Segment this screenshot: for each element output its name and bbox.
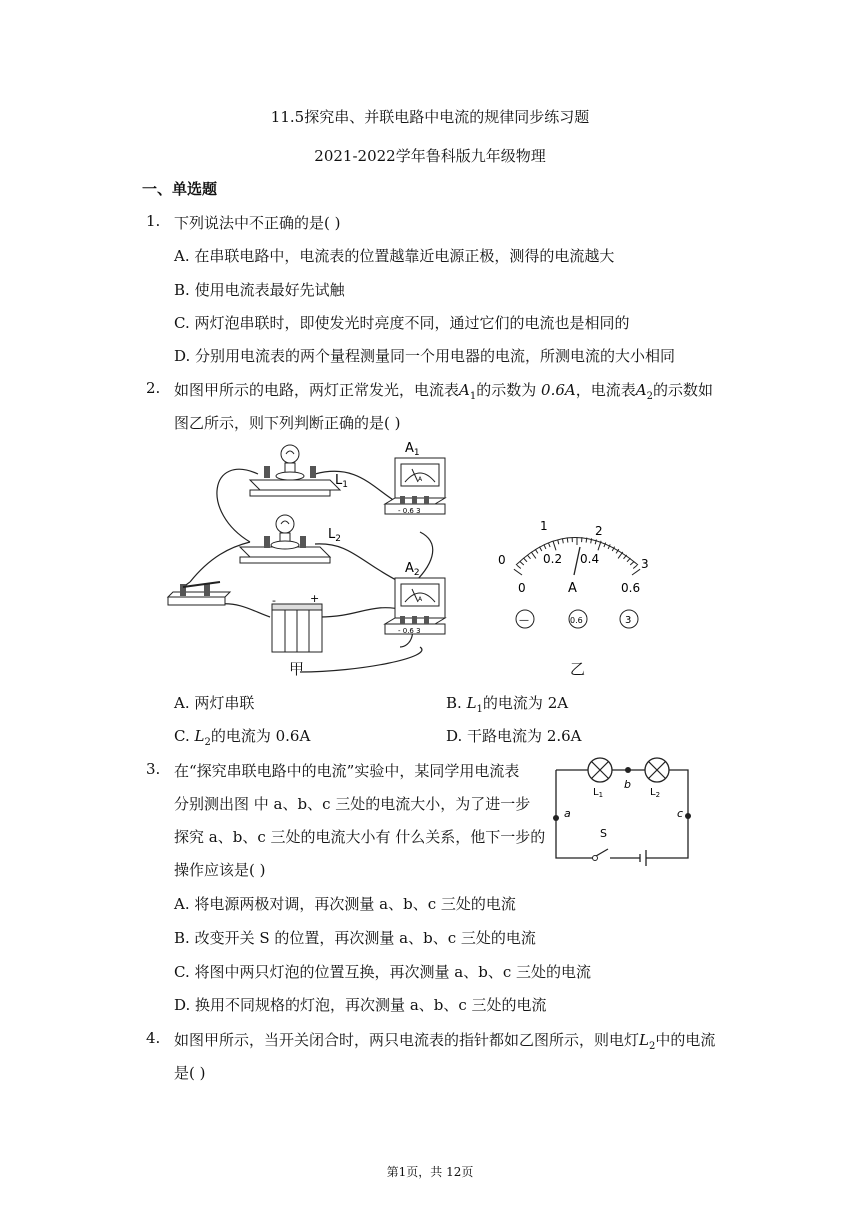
dial-tick xyxy=(548,543,550,548)
svg-text:+: + xyxy=(310,592,320,605)
option-c[interactable]: C. 将图中两只灯泡的位置互换，再次测量 a、b、c 三处的电流 xyxy=(174,963,591,981)
option-b[interactable]: B. 改变开关 S 的位置，再次测量 a、b、c 三处的电流 xyxy=(174,929,536,947)
question-stem-line1: 在“探究串联电路中的电流”实验中，某同学用电流表 xyxy=(174,762,520,780)
question-stem-line2: 是( ) xyxy=(174,1064,206,1082)
svg-text:- 0.6 3: - 0.6 3 xyxy=(398,627,421,635)
svg-text:A: A xyxy=(418,476,423,483)
svg-text:0: 0 xyxy=(518,581,526,595)
svg-text:0.6: 0.6 xyxy=(621,581,641,595)
lamp2-label: $L_2$ xyxy=(650,787,661,799)
svg-text:c: c xyxy=(677,807,684,820)
ammeter-dial-figure-yi xyxy=(488,515,658,635)
question-stem-line3: 探究 a、b、c 三处的电流大小有 什么关系，他下一步的 xyxy=(174,828,546,846)
question-number: 3. xyxy=(146,760,161,778)
option-a[interactable]: A. 两灯串联 xyxy=(174,694,255,712)
dial-tick xyxy=(632,569,640,575)
question-stem-line2: 图乙所示，则下列判断正确的是( ) xyxy=(174,414,401,432)
dial-tick xyxy=(633,565,637,568)
figure-label-yi: 乙 xyxy=(570,660,586,678)
option-c[interactable]: C. $L_2$的电流为 0.6A xyxy=(174,727,311,748)
question-number: 2. xyxy=(146,379,161,397)
question-stem: 如图甲所示的电路，两灯正常发光，电流表$A_1$的示数为 0.6A，电流表$A_2$的示数如 xyxy=(174,381,713,402)
option-a[interactable]: A. 在串联电路中，电流表的位置越靠近电源正极，测得的电流越大 xyxy=(174,247,615,265)
option-b[interactable]: B. 使用电流表最好先试触 xyxy=(174,281,345,299)
dial-tick xyxy=(558,540,559,545)
option-d[interactable]: D. 换用不同规格的灯泡，再次测量 a、b、c 三处的电流 xyxy=(174,996,547,1014)
figure-label-jia: 甲 xyxy=(289,660,305,678)
page-footer: 第1页，共 12页 xyxy=(386,1165,474,1179)
svg-text:2: 2 xyxy=(595,524,603,538)
dial-tick xyxy=(531,552,536,559)
question-stem: 如图甲所示，当开关闭合时，两只电流表的指针都如乙图所示，则电灯$L_2$中的电流 xyxy=(174,1031,716,1052)
ammeter2-label: $A_2$ xyxy=(405,561,420,578)
dial-tick xyxy=(514,569,522,575)
svg-text:—: — xyxy=(519,615,529,626)
lamp2-label: $L_2$ xyxy=(328,527,341,544)
doc-subtitle: 2021-2022学年鲁科版九年级物理 xyxy=(314,147,546,165)
option-d[interactable]: D. 分别用电流表的两个量程测量同一个用电器的电流，所测电流的大小相同 xyxy=(174,347,676,365)
svg-text:3: 3 xyxy=(625,615,632,626)
svg-text:0.4: 0.4 xyxy=(580,552,600,566)
svg-text:0.6: 0.6 xyxy=(570,616,583,625)
dial-tick xyxy=(517,565,521,568)
option-d[interactable]: D. 干路电流为 2.6A xyxy=(446,727,582,745)
dial-tick xyxy=(618,552,623,559)
lamp1-label: $L_1$ xyxy=(335,473,348,490)
option-a[interactable]: A. 将电源两极对调，再次测量 a、b、c 三处的电流 xyxy=(174,895,516,913)
question-stem-line4: 操作应该是( ) xyxy=(174,861,266,879)
dial-tick xyxy=(562,538,563,543)
svg-text:A: A xyxy=(418,596,423,603)
dial-tick xyxy=(553,541,556,551)
dial-tick xyxy=(527,555,530,559)
dial-tick xyxy=(539,547,541,551)
ammeter1-label: $A_1$ xyxy=(405,441,420,458)
svg-text:- 0.6 3: - 0.6 3 xyxy=(398,507,421,515)
option-b[interactable]: B. $L_1$的电流为 2A xyxy=(446,694,569,715)
svg-text:0: 0 xyxy=(498,553,506,567)
svg-text:-: - xyxy=(272,594,276,607)
svg-text:S: S xyxy=(600,827,607,840)
option-c[interactable]: C. 两灯泡串联时，即使发光时亮度不同，通过它们的电流也是相同的 xyxy=(174,314,630,332)
dial-tick xyxy=(544,544,546,549)
section-title: 一、单选题 xyxy=(142,180,218,198)
dial-tick xyxy=(567,538,568,543)
svg-text:0.2: 0.2 xyxy=(543,552,563,566)
svg-text:a: a xyxy=(564,807,571,820)
doc-title: 11.5探究串、并联电路中电流的规律同步练习题 xyxy=(270,108,590,126)
circuit-figure-jia xyxy=(160,432,460,682)
dial-tick xyxy=(627,558,630,562)
question-stem: 下列说法中不正确的是( ) xyxy=(174,214,341,232)
series-circuit-figure xyxy=(548,755,693,867)
dial-tick xyxy=(586,538,587,543)
svg-text:1: 1 xyxy=(540,519,548,533)
question-number: 4. xyxy=(146,1029,161,1047)
dial-tick xyxy=(524,558,527,562)
question-number: 1. xyxy=(146,212,161,230)
dial-tick xyxy=(520,562,524,565)
dial-tick xyxy=(630,562,634,565)
svg-text:b: b xyxy=(624,778,631,791)
svg-text:3: 3 xyxy=(641,557,649,571)
question-stem-line2: 分别测出图 中 a、b、c 三处的电流大小，为了进一步 xyxy=(174,795,531,813)
lamp1-label: $L_1$ xyxy=(593,787,604,799)
dial-tick xyxy=(535,549,538,553)
svg-text:A: A xyxy=(568,581,577,596)
